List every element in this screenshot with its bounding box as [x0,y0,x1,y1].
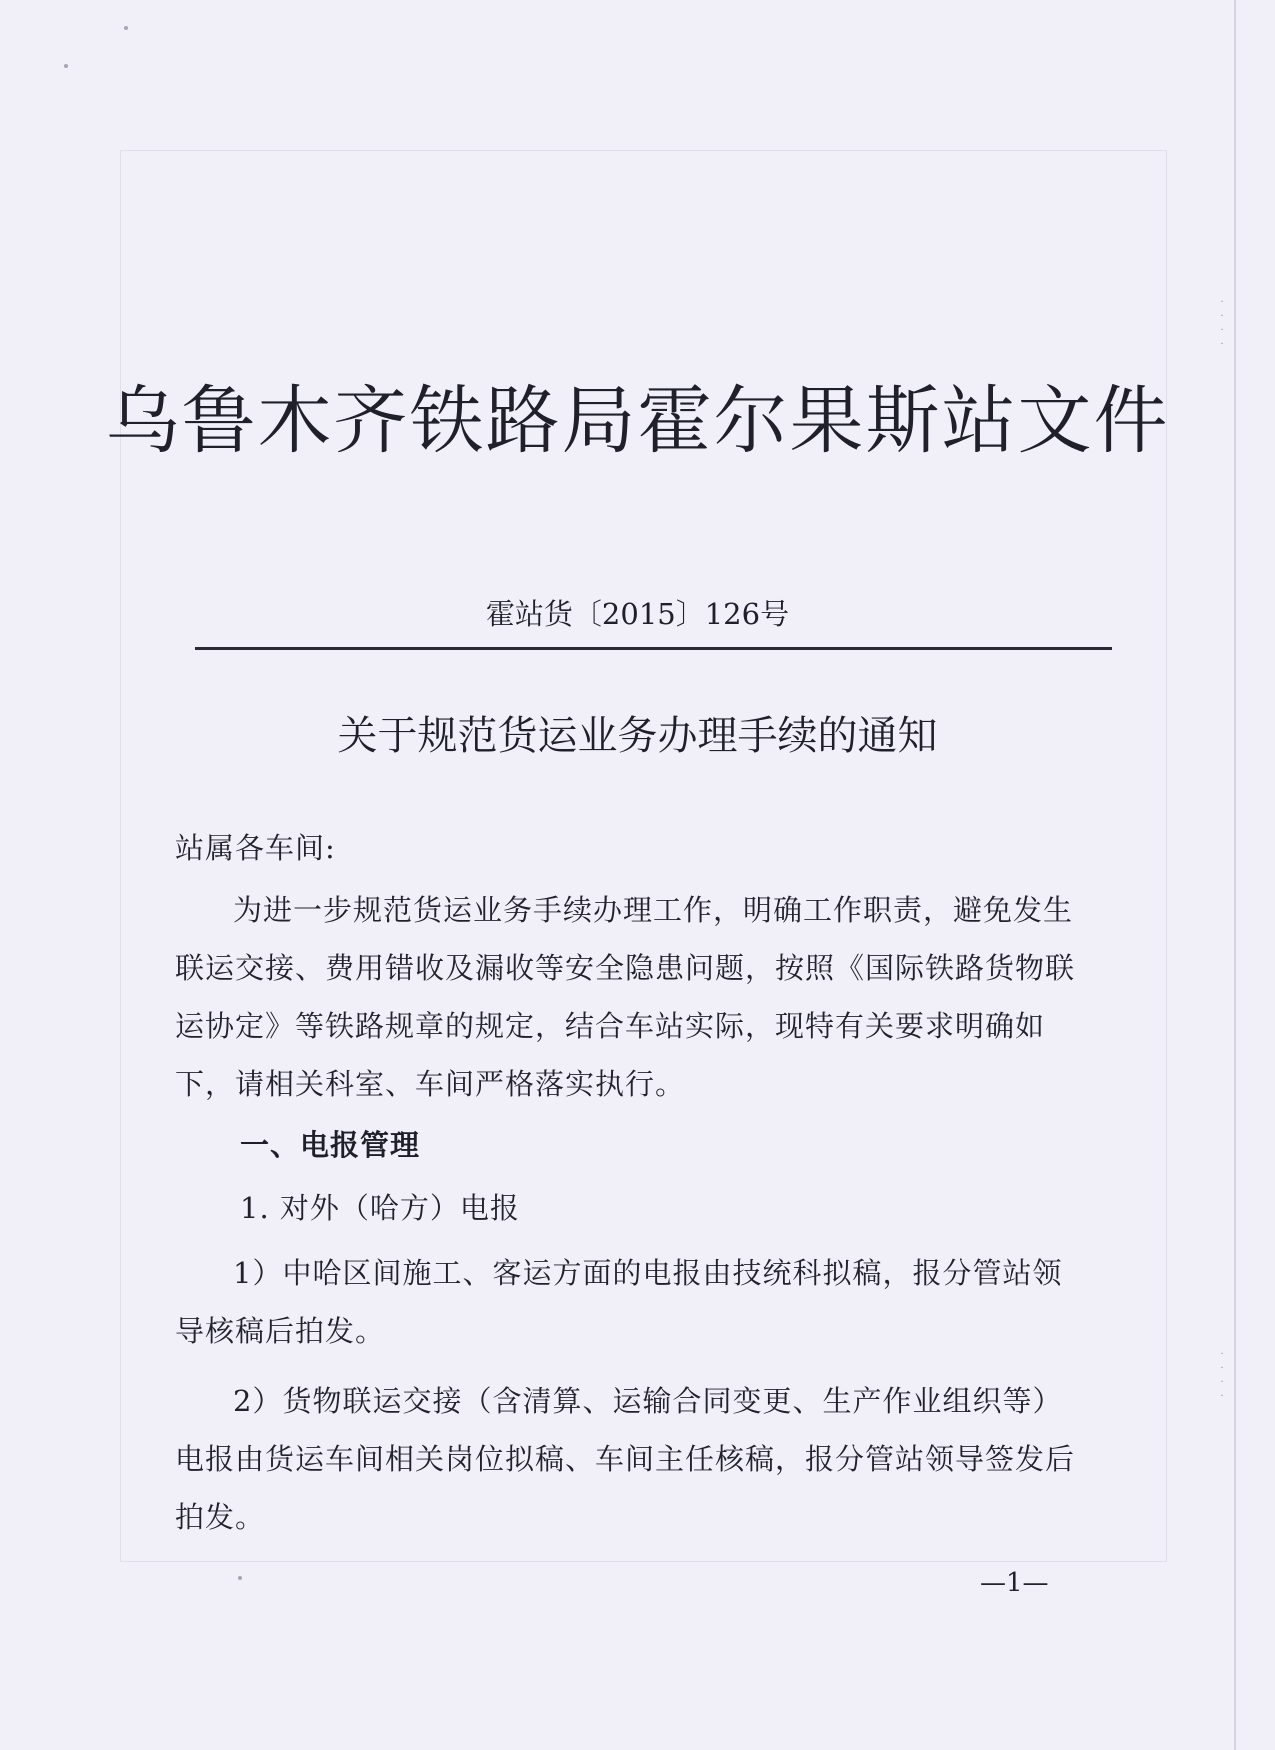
page-number: —1— [980,1568,1049,1598]
scan-speck [124,26,128,30]
intro-paragraph: 为进一步规范货运业务手续办理工作，明确工作职责，避免发生联运交接、费用错收及漏收等安全隐患问题，按照《国际铁路货物联运协定》等铁路规章的规定，结合车站实际，现特有关要求明确如下，请相关科室、车间严格落实执行。 [175,893,1076,1101]
header-rule [195,647,1112,650]
scan-speck [238,1576,242,1580]
item-2-paragraph: 2）货物联运交接（含清算、运输合同变更、生产作业组织等）电报由货运车间相关岗位拟稿、车间主任核稿，报分管站领导签发后拍发。 [175,1384,1076,1534]
item-2-block [175,1372,1090,1546]
document-number: 霍站货〔2015〕126号 [485,597,790,631]
scan-speck [64,64,68,68]
issuer-header: 乌鲁木齐铁路局霍尔果斯站文件 [105,378,1170,464]
intro-paragraph-block [175,881,1090,1113]
item-1-paragraph: 1）中哈区间施工、客运方面的电报由技统科拟稿，报分管站领导核稿后拍发。 [175,1256,1063,1348]
subsection-heading: 1. 对外（哈方）电报 [240,1191,520,1225]
binding-holes-lower: · · · · [1220,1349,1224,1402]
scan-edge-line [1234,0,1236,1750]
item-1-block [175,1244,1090,1360]
section-heading: 一、电报管理 [240,1128,421,1162]
notice-title: 关于规范货运业务办理手续的通知 [337,713,938,759]
salutation: 站属各车间: [175,831,336,865]
binding-holes-upper: · · · · [1220,297,1224,350]
